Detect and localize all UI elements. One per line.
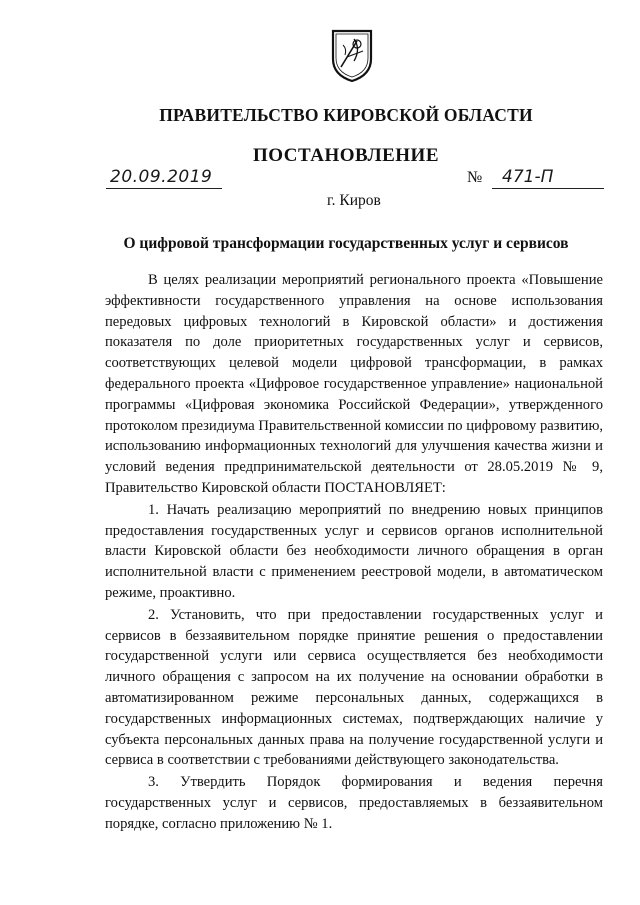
date-handwritten: 20.09.2019 [110,167,213,187]
preamble-paragraph: В целях реализации мероприятий регионального проекта «Повышение эффективности государственного управления на основе использования передовых цифровых технологий в Кировской области» и достижения показателя по доле приоритетных государственных услуг и сервисов, соответствующих целевой модели цифровой трансформации, в рамках федерального проекта «Цифровое государственное управление» национальной программы «Цифровая экономика Российской Федерации», утвержденного протоколом президиума Правительственной комиссии по цифровому развитию, использованию информационных технологий для улучшения качества жизни и условий ведения предпринимательской деятельности от 28.05.2019 № 9, Правительство Кировской области ПОСТАНОВЛЯЕТ: [105,272,603,496]
document-number [492,167,604,191]
document-date [106,167,222,191]
number-label: № [467,169,483,186]
clause-3: 3. Утвердить Порядок формирования и ведения перечня государственных услуг и сервисов, предоставляемых в беззаявительном порядке, согласно приложению № 1. [105,774,603,832]
clause-1: 1. Начать реализацию мероприятий по внедрению новых принципов предоставления государственных услуг и сервисов органов исполнительной власти Кировской области без необходимости личного обращения в орган исполнительной власти с применением реестровой модели, в автоматическом режиме, проактивно. [105,501,603,601]
document-type: ПОСТАНОВЛЕНИЕ [252,145,440,166]
date-underline [106,188,222,189]
kirov-coat-of-arms-icon [327,27,377,83]
number-handwritten: 471-П [502,167,554,187]
organization-title: ПРАВИТЕЛЬСТВО КИРОВСКОЙ ОБЛАСТИ [159,105,533,125]
document-subject: О цифровой трансформации государственных услуг и сервисов [123,235,569,252]
number-underline [492,188,604,189]
clause-2: 2. Установить, что при предоставлении государственных услуг и сервисов в беззаявительном порядке принятие решения о предоставлении государственной услуги или сервиса осуществляется без необходимости личного обращения с запросом на их получение на основании обработки в автоматизированном режиме персональных данных, содержащихся в государственных информационных системах, подтверждающих наличие у субъекта персональных данных права на получение государственной услуги и сервиса в соответствии с требованиями действующего законодательства. [105,606,603,769]
city: г. Киров [327,192,381,209]
document-body [105,270,603,835]
